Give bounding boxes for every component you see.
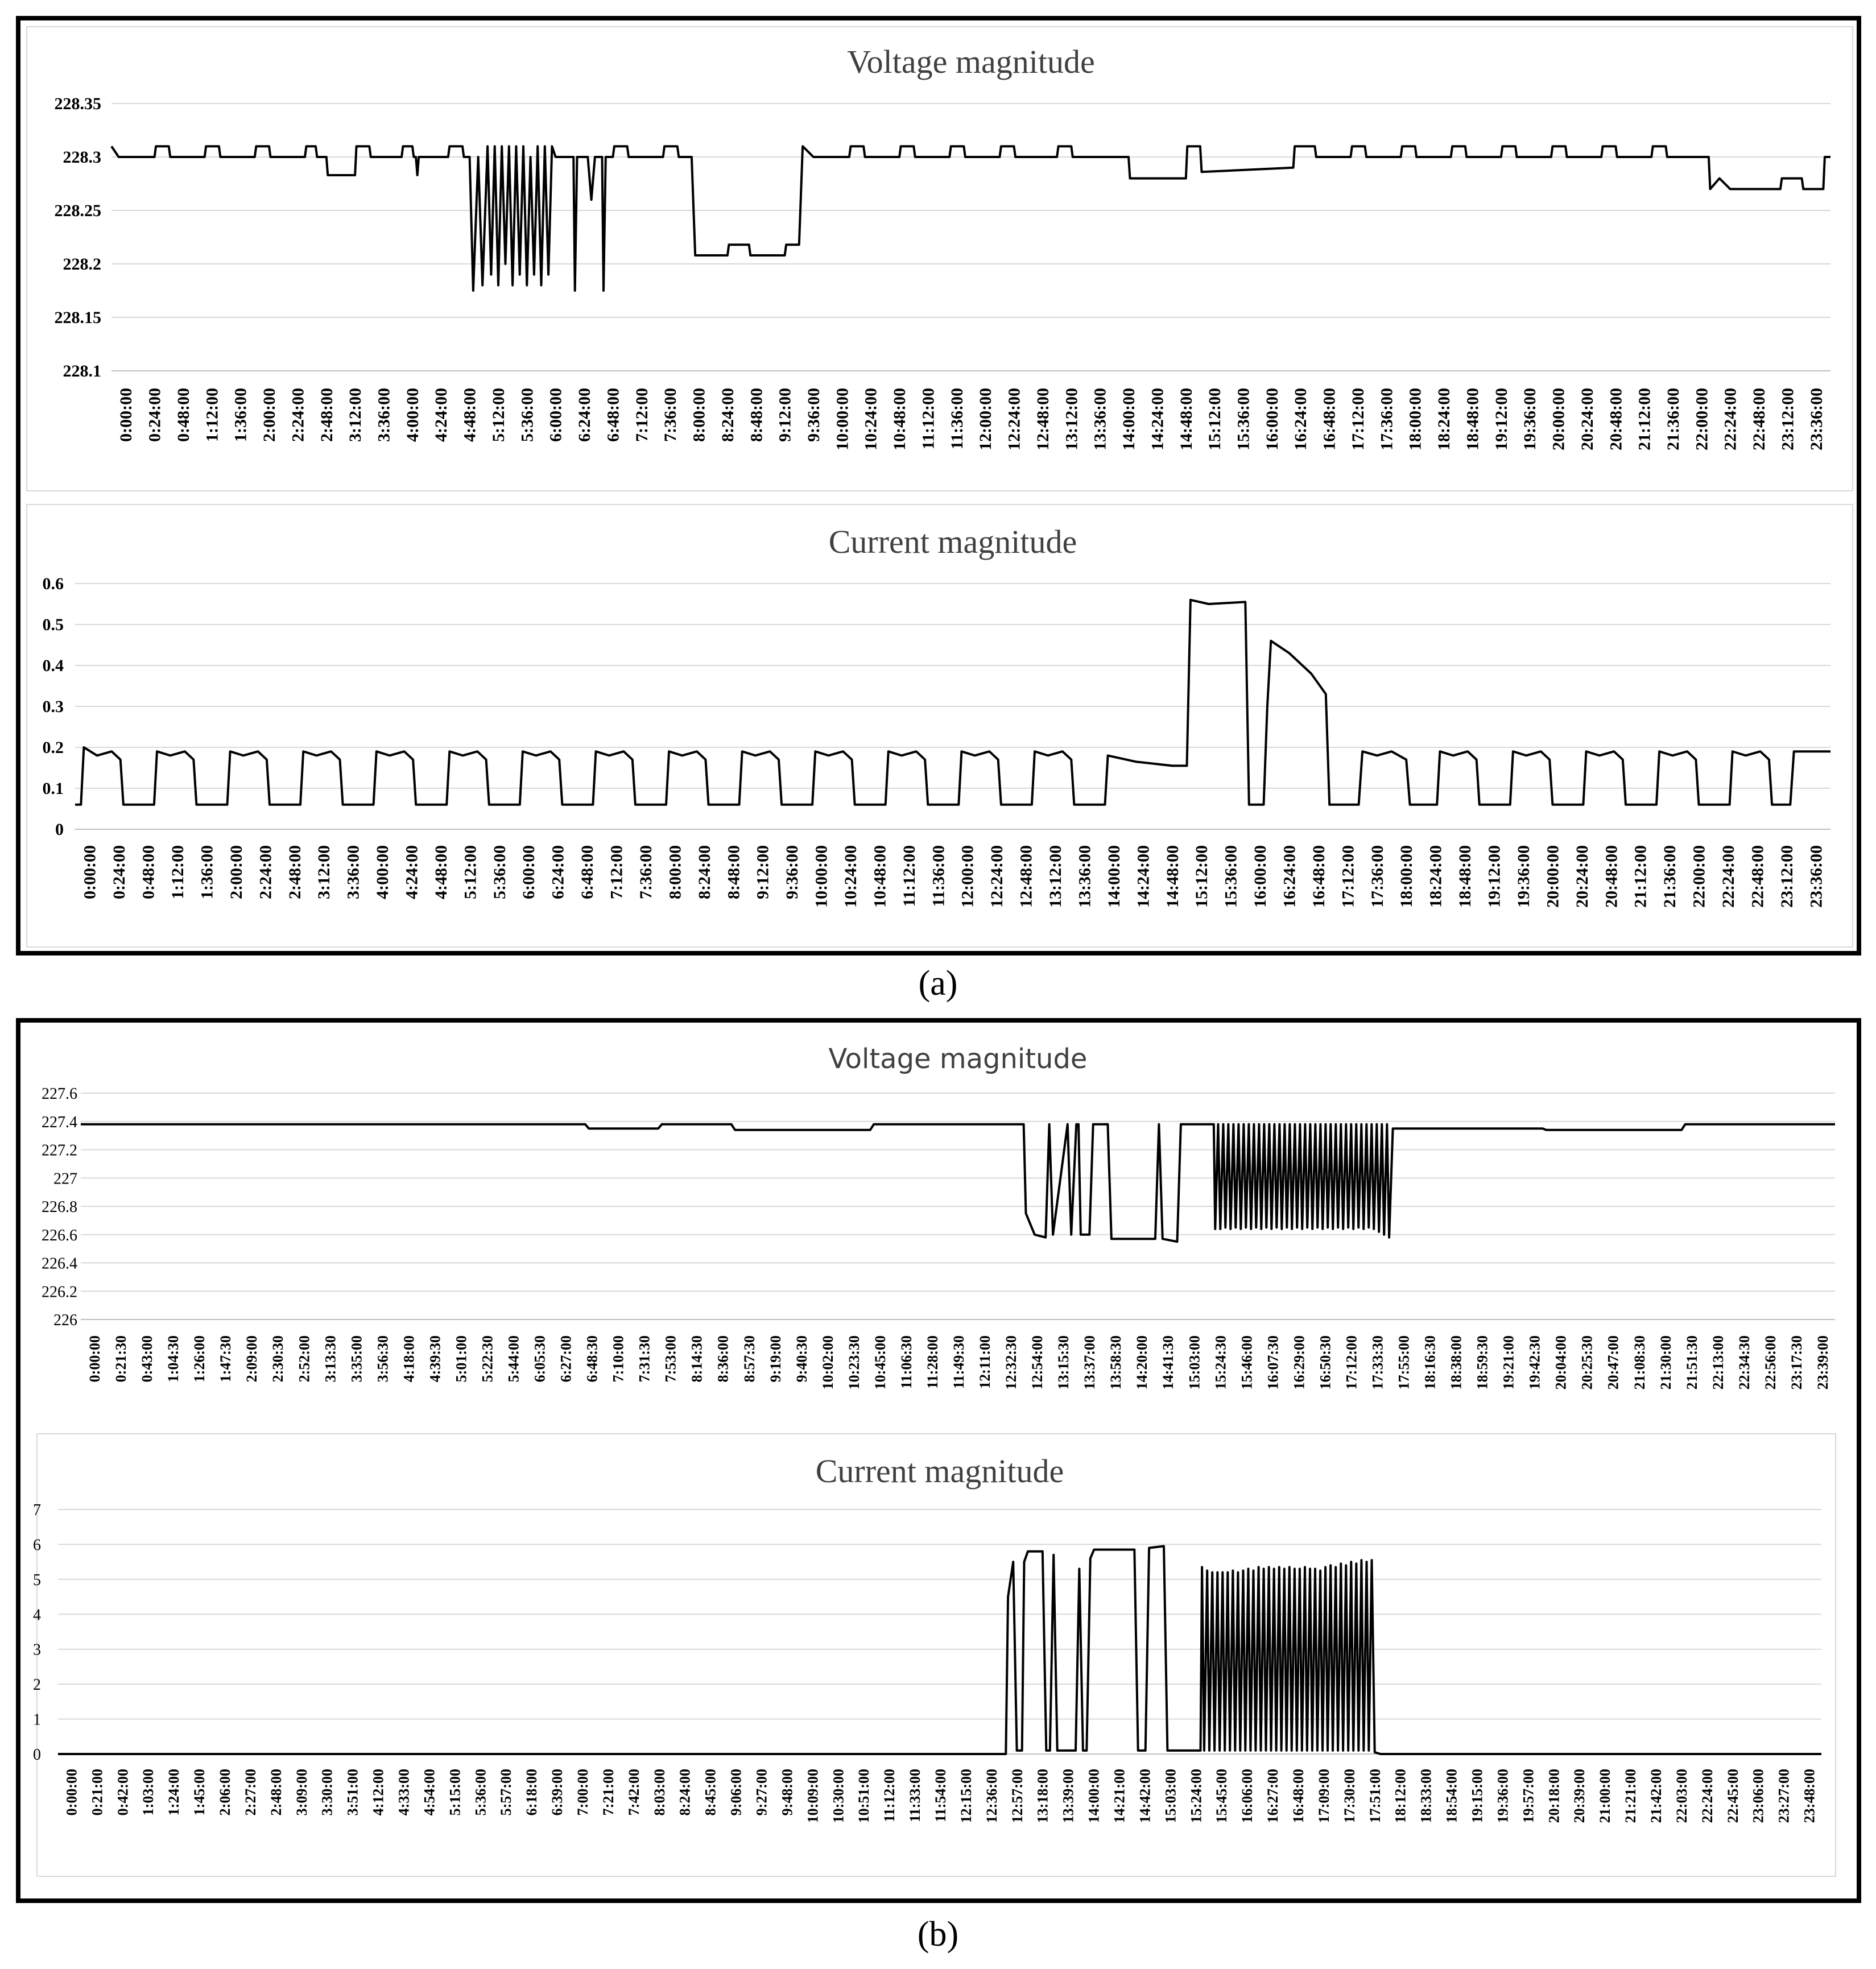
b-voltage-xtick-label: 2:09:00 (243, 1335, 261, 1383)
a-current-xtick-label: 0:24:00 (110, 845, 129, 899)
b-voltage-xtick-label: 10:23:30 (845, 1335, 862, 1390)
a-current-xtick-label: 17:36:00 (1367, 845, 1387, 908)
b-current-xtick-label: 1:45:00 (191, 1769, 208, 1816)
b-current-xtick-label: 19:57:00 (1520, 1769, 1537, 1823)
b-current-xtick-label: 17:51:00 (1366, 1769, 1383, 1823)
b-current-xtick-label: 14:42:00 (1137, 1769, 1154, 1823)
b-current-xtick-label: 2:27:00 (242, 1769, 259, 1816)
b-voltage-xtick-label: 12:32:30 (1003, 1335, 1020, 1390)
a-voltage-xtick-label: 1:36:00 (231, 388, 250, 442)
a-current-xtick-label: 18:00:00 (1397, 845, 1416, 908)
b-current-xtick-label: 2:06:00 (217, 1769, 234, 1816)
b-voltage-xtick-label: 3:13:30 (322, 1335, 339, 1383)
b-voltage-xtick-label: 6:27:00 (557, 1335, 575, 1383)
b-current-xtick-label: 15:45:00 (1213, 1769, 1230, 1823)
b-current-xtick-label: 5:36:00 (472, 1769, 489, 1816)
b-current-xtick-label: 15:24:00 (1188, 1769, 1205, 1823)
b-current-xtick-label: 18:54:00 (1443, 1769, 1460, 1823)
a-voltage-ytick-label: 228.35 (54, 94, 101, 113)
a-current-xtick-label: 4:00:00 (373, 845, 392, 899)
a-voltage-ytick-label: 228.1 (63, 362, 101, 380)
a-voltage-xtick-label: 10:24:00 (861, 388, 881, 450)
b-voltage-xtick-label: 2:52:00 (296, 1335, 313, 1383)
a-voltage-xtick-label: 6:24:00 (575, 388, 594, 442)
caption-b: (b) (917, 1915, 959, 1954)
a-current-xtick-label: 0:00:00 (80, 845, 100, 899)
b-voltage-ytick-label: 226.8 (42, 1198, 77, 1216)
b-voltage-xtick-label: 0:00:00 (86, 1335, 104, 1383)
b-voltage-ytick-label: 226.2 (42, 1283, 77, 1301)
b-current-xtick-label: 18:33:00 (1418, 1769, 1435, 1823)
a-voltage-series-line (111, 146, 1830, 291)
a-current-xtick-label: 5:12:00 (461, 845, 480, 899)
a-current-xtick-label: 15:36:00 (1221, 845, 1241, 908)
b-current-xtick-label: 14:00:00 (1085, 1769, 1102, 1823)
a-current-xtick-label: 3:12:00 (315, 845, 334, 899)
a-current-xtick-label: 9:12:00 (753, 845, 772, 899)
b-voltage-xtick-label: 1:47:30 (217, 1335, 234, 1383)
b-current-xtick-label: 19:36:00 (1494, 1769, 1511, 1823)
a-current-xtick-label: 8:48:00 (724, 845, 743, 899)
b-current-xtick-label: 18:12:00 (1392, 1769, 1409, 1823)
b-current-xtick-label: 22:24:00 (1699, 1769, 1716, 1823)
a-voltage-xtick-label: 15:36:00 (1234, 388, 1253, 450)
b-current-xtick-label: 13:39:00 (1060, 1769, 1077, 1823)
a-current-xtick-label: 16:00:00 (1251, 845, 1270, 908)
b-voltage-xtick-label: 6:05:30 (531, 1335, 548, 1383)
b-voltage-xtick-label: 15:03:00 (1186, 1335, 1203, 1390)
a-voltage-xtick-label: 0:00:00 (117, 388, 136, 442)
a-voltage-xtick-label: 5:12:00 (489, 388, 508, 442)
caption-a: (a) (918, 964, 958, 1003)
b-current-xtick-label: 10:09:00 (804, 1769, 821, 1823)
b-voltage-ytick-label: 227.4 (42, 1113, 77, 1131)
a-current-xtick-label: 17:12:00 (1338, 845, 1358, 908)
a-current-xtick-label: 11:12:00 (899, 845, 919, 907)
b-current-xtick-label: 19:15:00 (1469, 1769, 1486, 1823)
b-voltage-xtick-label: 1:26:00 (191, 1335, 208, 1383)
a-current-xtick-label: 22:24:00 (1718, 845, 1738, 908)
a-current-xtick-label: 0:48:00 (139, 845, 158, 899)
a-current-xtick-label: 21:12:00 (1631, 845, 1650, 908)
b-voltage-xtick-label: 12:54:00 (1029, 1335, 1046, 1390)
b-voltage-ytick-label: 227.2 (42, 1141, 77, 1160)
a-voltage-ytick-label: 228.25 (54, 201, 101, 220)
b-voltage-xtick-label: 17:12:00 (1343, 1335, 1360, 1390)
a-voltage-xtick-label: 19:36:00 (1520, 388, 1540, 450)
a-current-ytick-label: 0.3 (42, 697, 64, 716)
b-voltage-xtick-label: 22:34:30 (1735, 1335, 1753, 1390)
b-voltage-xtick-label: 20:25:30 (1579, 1335, 1596, 1390)
b-voltage-xtick-label: 21:08:30 (1631, 1335, 1648, 1390)
a-current-xtick-label: 1:12:00 (168, 845, 188, 899)
a-current-xtick-label: 19:36:00 (1514, 845, 1533, 908)
b-current-xtick-label: 21:21:00 (1622, 1769, 1639, 1823)
a-current-xtick-label: 13:12:00 (1046, 845, 1065, 908)
a-current-xtick-label: 2:48:00 (285, 845, 304, 899)
b-voltage-xtick-label: 18:16:30 (1422, 1335, 1439, 1390)
b-voltage-xtick-label: 23:39:00 (1814, 1335, 1831, 1390)
b-current-xtick-label: 10:30:00 (830, 1769, 847, 1823)
a-voltage-xtick-label: 18:48:00 (1463, 388, 1482, 450)
a-voltage-ytick-label: 228.15 (54, 308, 101, 327)
a-voltage-xtick-label: 16:00:00 (1262, 388, 1282, 450)
a-voltage-xtick-label: 6:00:00 (546, 388, 565, 442)
b-current-xtick-label: 13:18:00 (1034, 1769, 1051, 1823)
a-voltage-xtick-label: 12:00:00 (976, 388, 995, 450)
b-current-xtick-label: 4:12:00 (370, 1769, 387, 1816)
b-current-xtick-label: 3:30:00 (319, 1769, 336, 1816)
b-voltage-xtick-label: 15:24:30 (1212, 1335, 1229, 1390)
a-current-xtick-label: 7:12:00 (607, 845, 626, 899)
b-voltage-xtick-label: 5:01:00 (453, 1335, 470, 1383)
b-voltage-xtick-label: 1:04:30 (165, 1335, 182, 1383)
a-voltage-xtick-label: 20:48:00 (1606, 388, 1626, 450)
a-current-xtick-label: 14:00:00 (1104, 845, 1123, 908)
b-current-xtick-label: 16:27:00 (1265, 1769, 1282, 1823)
b-current-xtick-label: 3:09:00 (293, 1769, 310, 1816)
b-current-xtick-label: 22:45:00 (1724, 1769, 1741, 1823)
b-current-xtick-label: 10:51:00 (856, 1769, 873, 1823)
b-voltage-xtick-label: 17:33:30 (1369, 1335, 1386, 1390)
a-voltage-xtick-label: 4:48:00 (460, 388, 480, 442)
a-voltage-xtick-label: 3:12:00 (346, 388, 365, 442)
b-voltage-title: Voltage magnitude (828, 1043, 1088, 1075)
b-voltage-ytick-label: 226.6 (42, 1226, 77, 1244)
b-current-xtick-label: 17:30:00 (1341, 1769, 1358, 1823)
a-voltage-xtick-label: 23:36:00 (1807, 388, 1826, 450)
b-voltage-xtick-label: 19:42:30 (1526, 1335, 1543, 1390)
b-voltage-xtick-label: 16:50:30 (1317, 1335, 1334, 1390)
a-voltage-xtick-label: 0:48:00 (173, 388, 193, 442)
b-voltage-xtick-label: 23:17:30 (1788, 1335, 1805, 1390)
b-current-title: Current magnitude (815, 1453, 1064, 1490)
a-voltage-xtick-label: 4:24:00 (432, 388, 451, 442)
b-current-xtick-label: 14:21:00 (1111, 1769, 1128, 1823)
a-voltage-xtick-label: 9:36:00 (804, 388, 823, 442)
a-voltage-xtick-label: 3:36:00 (374, 388, 394, 442)
a-voltage-xtick-label: 8:24:00 (718, 388, 737, 442)
a-current-xtick-label: 20:00:00 (1543, 845, 1563, 908)
b-current-xtick-label: 22:03:00 (1673, 1769, 1690, 1823)
a-voltage-xtick-label: 13:12:00 (1062, 388, 1081, 450)
b-voltage-xtick-label: 8:14:30 (688, 1335, 705, 1383)
a-voltage-xtick-label: 20:24:00 (1577, 388, 1597, 450)
a-current-xtick-label: 21:36:00 (1660, 845, 1680, 908)
a-voltage-ytick-label: 228.3 (63, 148, 101, 167)
a-current-ytick-label: 0.5 (42, 615, 64, 634)
a-voltage-xtick-label: 4:00:00 (403, 388, 422, 442)
b-voltage-xtick-label: 10:45:00 (871, 1335, 889, 1390)
b-current-xtick-label: 12:36:00 (983, 1769, 1000, 1823)
a-voltage-xtick-label: 13:36:00 (1090, 388, 1110, 450)
a-current-ytick-label: 0.6 (42, 574, 64, 593)
a-current-xtick-label: 12:00:00 (958, 845, 977, 908)
b-voltage-ytick-label: 227 (53, 1170, 77, 1188)
b-voltage-xtick-label: 22:56:00 (1762, 1335, 1779, 1390)
a-current-xtick-label: 18:48:00 (1456, 845, 1475, 908)
b-voltage-xtick-label: 14:20:00 (1134, 1335, 1151, 1390)
b-current-xtick-label: 12:15:00 (957, 1769, 974, 1823)
b-voltage-xtick-label: 16:07:30 (1265, 1335, 1282, 1390)
a-current-xtick-label: 15:12:00 (1192, 845, 1212, 908)
a-voltage-xtick-label: 14:24:00 (1148, 388, 1167, 450)
b-voltage-xtick-label: 11:06:30 (898, 1335, 915, 1389)
b-voltage-xtick-label: 21:30:00 (1657, 1335, 1674, 1390)
a-voltage-xtick-label: 6:48:00 (604, 388, 623, 442)
b-current-xtick-label: 0:42:00 (114, 1769, 131, 1816)
a-voltage-xtick-label: 14:00:00 (1119, 388, 1139, 450)
b-voltage-xtick-label: 2:30:30 (270, 1335, 287, 1383)
a-current-xtick-label: 13:36:00 (1075, 845, 1094, 908)
a-voltage-xtick-label: 12:24:00 (1005, 388, 1024, 450)
b-current-xtick-label: 11:54:00 (932, 1769, 949, 1822)
a-current-title: Current magnitude (828, 523, 1077, 560)
b-current-ytick-label: 7 (33, 1501, 41, 1519)
b-voltage-xtick-label: 15:46:00 (1238, 1335, 1255, 1390)
b-current-xtick-label: 5:15:00 (447, 1769, 464, 1816)
b-voltage-xtick-label: 21:51:30 (1683, 1335, 1700, 1390)
b-voltage-xtick-label: 11:49:30 (951, 1335, 967, 1389)
a-current-ytick-label: 0.2 (42, 738, 64, 757)
b-voltage-xtick-label: 18:38:00 (1448, 1335, 1465, 1390)
b-current-xtick-label: 5:57:00 (498, 1769, 515, 1816)
b-voltage-xtick-label: 16:29:00 (1291, 1335, 1308, 1390)
b-voltage-xtick-label: 20:04:00 (1552, 1335, 1569, 1390)
b-current-xtick-label: 7:21:00 (600, 1769, 617, 1816)
b-current-xtick-label: 11:33:00 (907, 1769, 924, 1822)
a-voltage-xtick-label: 16:24:00 (1291, 388, 1311, 450)
b-voltage-xtick-label: 7:53:00 (662, 1335, 679, 1383)
b-current-xtick-label: 11:12:00 (881, 1769, 898, 1822)
b-voltage-xtick-label: 9:40:30 (793, 1335, 810, 1383)
a-voltage-xtick-label: 11:12:00 (919, 388, 938, 450)
b-voltage-xtick-label: 0:43:00 (139, 1335, 156, 1383)
a-current-xtick-label: 12:24:00 (987, 845, 1007, 908)
b-current-xtick-label: 9:27:00 (753, 1769, 770, 1816)
b-voltage-xtick-label: 14:41:30 (1160, 1335, 1177, 1390)
a-voltage-xtick-label: 9:12:00 (775, 388, 795, 442)
a-current-xtick-label: 19:12:00 (1485, 845, 1504, 908)
a-voltage-xtick-label: 10:48:00 (890, 388, 910, 450)
a-current-xtick-label: 22:00:00 (1689, 845, 1709, 908)
b-voltage-xtick-label: 4:18:00 (400, 1335, 418, 1383)
b-current-xtick-label: 6:18:00 (523, 1769, 540, 1816)
a-voltage-xtick-label: 21:36:00 (1663, 388, 1683, 450)
b-current-ytick-label: 4 (33, 1606, 41, 1624)
a-current-xtick-label: 14:24:00 (1134, 845, 1153, 908)
b-current-xtick-label: 9:48:00 (779, 1769, 796, 1816)
b-current-xtick-label: 12:57:00 (1009, 1769, 1026, 1823)
a-current-xtick-label: 10:48:00 (870, 845, 890, 908)
b-current-xtick-label: 8:24:00 (676, 1769, 693, 1816)
b-current-ytick-label: 3 (33, 1641, 41, 1659)
b-current-xtick-label: 21:42:00 (1647, 1769, 1664, 1823)
a-current-xtick-label: 9:36:00 (783, 845, 802, 899)
a-current-ytick-label: 0.4 (42, 656, 64, 675)
b-voltage-xtick-label: 17:55:00 (1395, 1335, 1412, 1390)
a-voltage-xtick-label: 18:24:00 (1435, 388, 1454, 450)
a-voltage-xtick-label: 2:00:00 (260, 388, 279, 442)
a-current-xtick-label: 22:48:00 (1748, 845, 1767, 908)
a-current-xtick-label: 10:24:00 (841, 845, 860, 908)
a-current-xtick-label: 7:36:00 (636, 845, 655, 899)
b-voltage-xtick-label: 9:19:00 (767, 1335, 784, 1383)
a-current-ytick-label: 0 (55, 820, 64, 839)
b-current-xtick-label: 2:48:00 (267, 1769, 284, 1816)
a-current-xtick-label: 16:24:00 (1280, 845, 1299, 908)
a-voltage-xtick-label: 10:00:00 (833, 388, 852, 450)
a-voltage-xtick-label: 2:48:00 (317, 388, 336, 442)
a-voltage-xtick-label: 21:12:00 (1635, 388, 1654, 450)
b-current-xtick-label: 16:06:00 (1239, 1769, 1256, 1823)
b-voltage-xtick-label: 6:48:30 (584, 1335, 601, 1383)
a-voltage-xtick-label: 7:36:00 (661, 388, 680, 442)
b-voltage-xtick-label: 5:44:00 (505, 1335, 522, 1383)
a-current-xtick-label: 2:24:00 (256, 845, 275, 899)
b-current-ytick-label: 0 (33, 1746, 41, 1764)
b-voltage-xtick-label: 4:39:30 (427, 1335, 444, 1383)
b-current-xtick-label: 17:09:00 (1315, 1769, 1332, 1823)
b-current-xtick-label: 0:00:00 (63, 1769, 80, 1816)
b-current-xtick-label: 4:54:00 (421, 1769, 438, 1816)
b-voltage-ytick-label: 227.6 (42, 1085, 77, 1103)
b-voltage-xtick-label: 18:59:30 (1474, 1335, 1491, 1390)
b-current-xtick-label: 15:03:00 (1162, 1769, 1179, 1823)
b-current-xtick-label: 7:42:00 (625, 1769, 642, 1816)
b-current-ytick-label: 1 (33, 1711, 41, 1729)
b-voltage-xtick-label: 3:56:30 (374, 1335, 391, 1383)
a-current-xtick-label: 5:36:00 (490, 845, 509, 899)
a-current-xtick-label: 20:48:00 (1602, 845, 1621, 908)
b-current-xtick-label: 3:51:00 (344, 1769, 361, 1816)
b-voltage-series-line (81, 1124, 1835, 1242)
a-current-xtick-label: 14:48:00 (1163, 845, 1182, 908)
a-voltage-xtick-label: 18:00:00 (1406, 388, 1425, 450)
a-current-xtick-label: 18:24:00 (1426, 845, 1445, 908)
b-voltage-xtick-label: 7:31:30 (636, 1335, 653, 1383)
a-current-series-line (75, 600, 1830, 805)
b-voltage-xtick-label: 5:22:30 (479, 1335, 496, 1383)
b-current-xtick-label: 6:39:00 (549, 1769, 566, 1816)
b-voltage-xtick-label: 8:36:00 (714, 1335, 732, 1383)
a-current-xtick-label: 8:00:00 (666, 845, 685, 899)
a-voltage-xtick-label: 17:12:00 (1348, 388, 1367, 450)
b-current-xtick-label: 23:48:00 (1801, 1769, 1818, 1823)
a-voltage-xtick-label: 22:24:00 (1721, 388, 1740, 450)
b-current-xtick-label: 7:00:00 (575, 1769, 592, 1816)
b-current-xtick-label: 1:24:00 (166, 1769, 183, 1816)
a-voltage-xtick-label: 8:48:00 (747, 388, 766, 442)
b-current-xtick-label: 21:00:00 (1597, 1769, 1614, 1823)
a-current-xtick-label: 4:48:00 (431, 845, 451, 899)
a-voltage-xtick-label: 16:48:00 (1320, 388, 1339, 450)
a-voltage-xtick-label: 8:00:00 (689, 388, 709, 442)
b-voltage-xtick-label: 10:02:00 (819, 1335, 836, 1390)
a-voltage-title: Voltage magnitude (847, 43, 1095, 80)
a-current-xtick-label: 6:24:00 (548, 845, 568, 899)
b-voltage-xtick-label: 13:15:30 (1055, 1335, 1072, 1390)
a-voltage-xtick-label: 22:00:00 (1692, 388, 1712, 450)
a-current-xtick-label: 12:48:00 (1016, 845, 1036, 908)
a-current-xtick-label: 6:48:00 (578, 845, 597, 899)
b-voltage-ytick-label: 226.4 (42, 1255, 77, 1273)
a-voltage-xtick-label: 5:36:00 (518, 388, 537, 442)
b-current-xtick-label: 16:48:00 (1290, 1769, 1307, 1823)
b-voltage-xtick-label: 20:47:00 (1605, 1335, 1622, 1390)
a-voltage-xtick-label: 14:48:00 (1176, 388, 1196, 450)
b-voltage-xtick-label: 12:11:00 (977, 1335, 994, 1389)
b-voltage-xtick-label: 3:35:00 (348, 1335, 365, 1383)
b-voltage-xtick-label: 22:13:00 (1709, 1335, 1726, 1390)
b-current-xtick-label: 0:21:00 (89, 1769, 106, 1816)
a-current-xtick-label: 1:36:00 (197, 845, 217, 899)
a-voltage-xtick-label: 20:00:00 (1549, 388, 1568, 450)
a-voltage-xtick-label: 19:12:00 (1491, 388, 1511, 450)
a-current-xtick-label: 6:00:00 (519, 845, 539, 899)
a-current-xtick-label: 23:36:00 (1807, 845, 1826, 908)
a-current-xtick-label: 2:00:00 (226, 845, 246, 899)
a-voltage-xtick-label: 23:12:00 (1778, 388, 1798, 450)
b-voltage-xtick-label: 8:57:30 (741, 1335, 758, 1383)
b-current-ytick-label: 2 (33, 1676, 41, 1694)
a-current-xtick-label: 8:24:00 (695, 845, 714, 899)
a-current-xtick-label: 23:12:00 (1777, 845, 1796, 908)
b-current-xtick-label: 8:45:00 (702, 1769, 719, 1816)
a-current-xtick-label: 3:36:00 (344, 845, 363, 899)
a-voltage-xtick-label: 15:12:00 (1205, 388, 1225, 450)
b-current-xtick-label: 4:33:00 (395, 1769, 412, 1816)
b-current-xtick-label: 20:39:00 (1571, 1769, 1588, 1823)
b-voltage-xtick-label: 13:58:30 (1108, 1335, 1125, 1390)
a-voltage-xtick-label: 11:36:00 (947, 388, 966, 450)
b-current-series-line (58, 1546, 1821, 1755)
a-voltage-ytick-label: 228.2 (63, 255, 101, 274)
b-voltage-ytick-label: 226 (53, 1312, 77, 1329)
a-current-xtick-label: 4:24:00 (402, 845, 422, 899)
a-current-xtick-label: 10:00:00 (812, 845, 831, 908)
b-voltage-xtick-label: 11:28:00 (924, 1335, 941, 1389)
b-voltage-xtick-label: 19:21:00 (1500, 1335, 1517, 1390)
b-current-xtick-label: 23:27:00 (1775, 1769, 1792, 1823)
a-voltage-xtick-label: 0:24:00 (145, 388, 164, 442)
b-voltage-xtick-label: 13:37:00 (1081, 1335, 1098, 1390)
b-voltage-xtick-label: 0:21:30 (113, 1335, 130, 1383)
a-voltage-xtick-label: 12:48:00 (1033, 388, 1052, 450)
b-current-xtick-label: 9:06:00 (728, 1769, 745, 1816)
a-voltage-xtick-label: 22:48:00 (1750, 388, 1769, 450)
b-current-xtick-label: 1:03:00 (140, 1769, 157, 1816)
b-current-xtick-label: 20:18:00 (1546, 1769, 1563, 1823)
b-voltage-xtick-label: 7:10:00 (610, 1335, 627, 1383)
a-current-xtick-label: 11:36:00 (929, 845, 948, 907)
a-current-xtick-label: 16:48:00 (1309, 845, 1328, 908)
b-current-xtick-label: 8:03:00 (651, 1769, 668, 1816)
a-voltage-xtick-label: 17:36:00 (1377, 388, 1396, 450)
a-voltage-xtick-label: 7:12:00 (632, 388, 651, 442)
a-voltage-xtick-label: 2:24:00 (288, 388, 308, 442)
b-current-ytick-label: 6 (33, 1536, 41, 1554)
b-current-xtick-label: 23:06:00 (1750, 1769, 1767, 1823)
b-current-ytick-label: 5 (33, 1571, 41, 1589)
a-current-xtick-label: 20:24:00 (1572, 845, 1592, 908)
a-voltage-xtick-label: 1:12:00 (203, 388, 222, 442)
a-current-ytick-label: 0.1 (42, 779, 64, 798)
